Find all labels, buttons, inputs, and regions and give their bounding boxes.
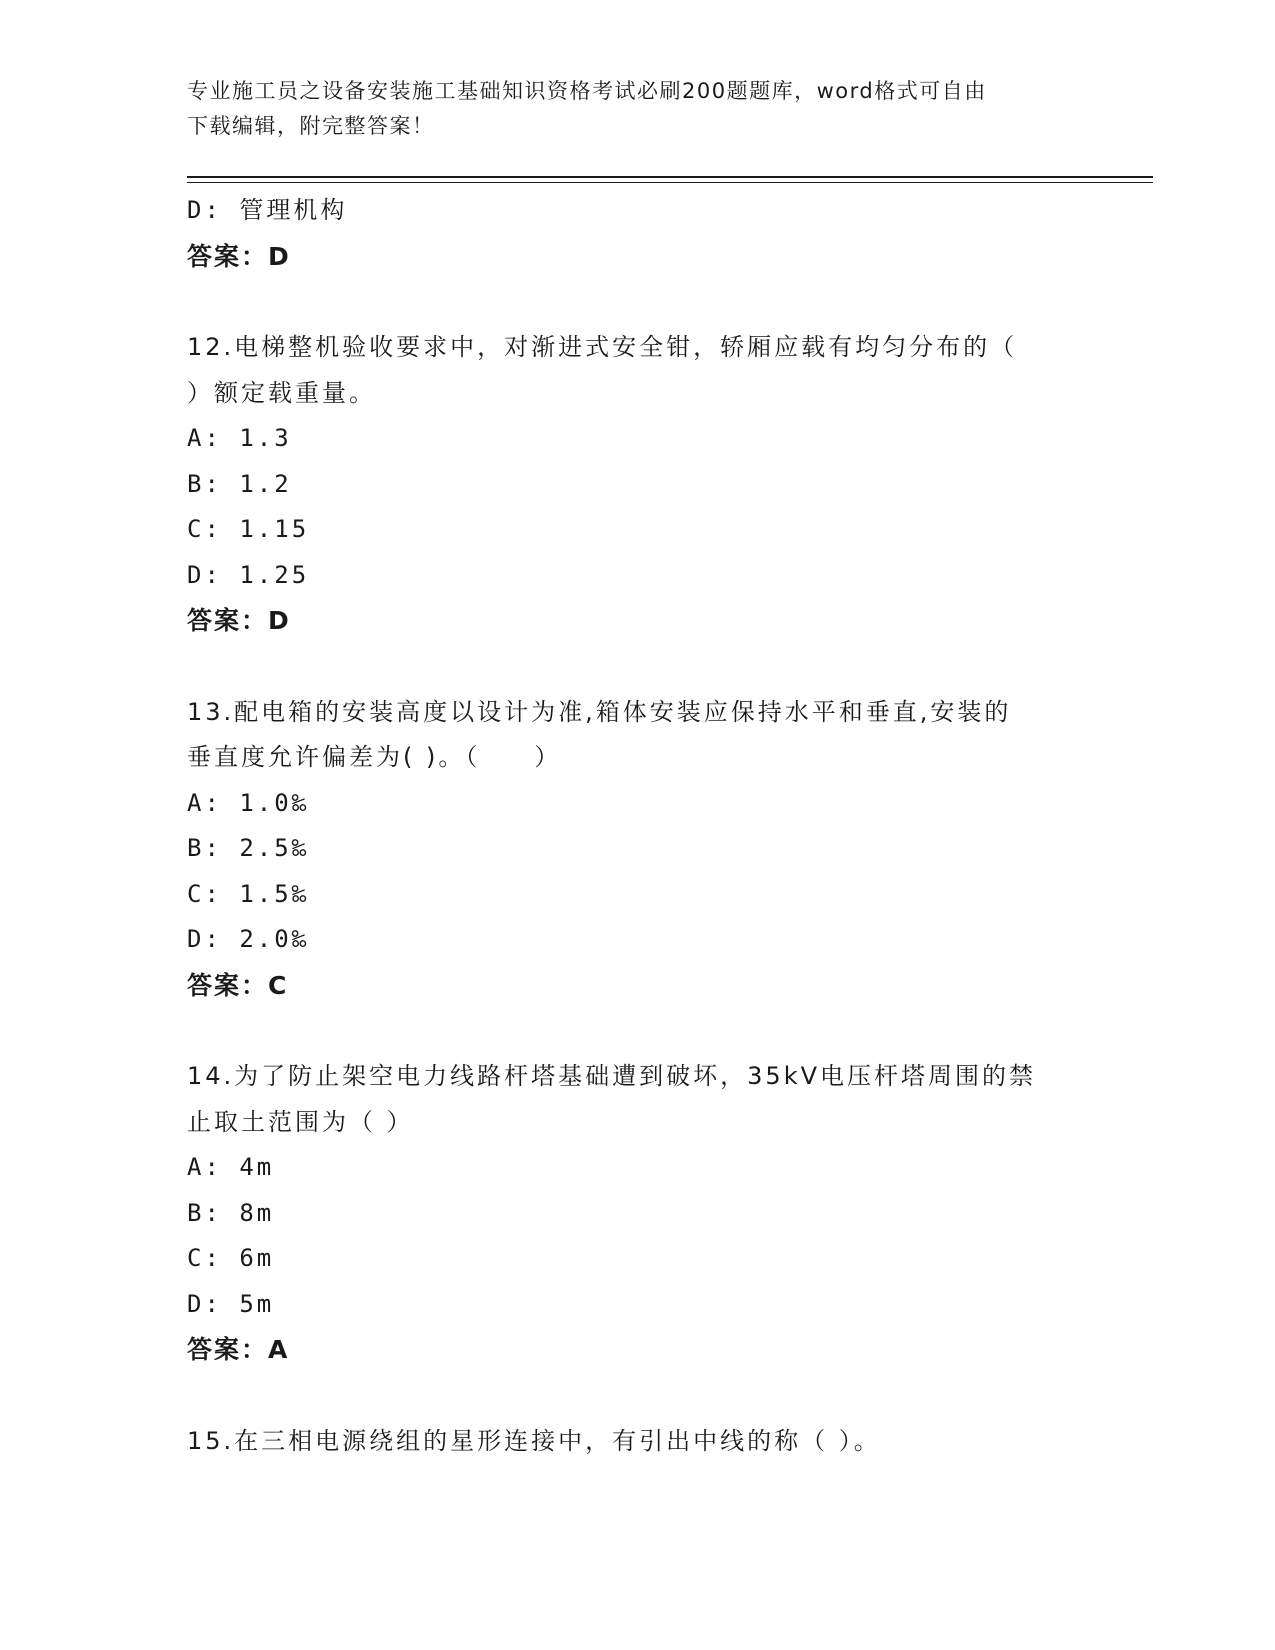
answer-line: 答案：C (187, 970, 289, 1000)
option-b: B: 1.2 (187, 469, 292, 498)
answer-line: 答案：D (187, 606, 291, 635)
question-text-line-1: 13.配电箱的安装高度以设计为准,箱体安装应保持水平和垂直,安装的 (187, 697, 1012, 726)
spacer (187, 644, 1087, 690)
question-block-12 (187, 325, 1087, 644)
question-text-line-2: ）额定载重量。 (187, 378, 376, 407)
option-a: A: 1.0‰ (187, 788, 310, 817)
question-text-line-1: 14.为了防止架空电力线路杆塔基础遭到破坏，35kV电压杆塔周围的禁 (187, 1062, 1037, 1090)
option-a: A: 4m (187, 1153, 275, 1181)
option-d: D: 1.25 (187, 560, 310, 589)
document-header (187, 74, 1067, 144)
question-text-line-2: 止取土范围为（ ） (187, 1107, 414, 1136)
answer-line: 答案：A (187, 1335, 290, 1364)
question-block-15 (187, 1419, 1087, 1465)
spacer (187, 1008, 1087, 1054)
option-d: D: 5m (187, 1289, 275, 1318)
question-block-13 (187, 690, 1087, 1009)
question-text-line-1: 12.电梯整机验收要求中，对渐进式安全钳，轿厢应载有均匀分布的（ (187, 333, 1018, 361)
option-a: A: 1.3 (187, 424, 292, 452)
option-b: B: 2.5‰ (187, 834, 310, 862)
spacer (187, 1373, 1087, 1419)
header-divider-thick (187, 176, 1153, 178)
question-block-14 (187, 1054, 1087, 1373)
spacer (187, 279, 1087, 325)
question-list (187, 188, 1087, 1464)
option-b: B: 8m (187, 1198, 275, 1227)
option-c: C: 1.15 (187, 515, 310, 543)
answer-line: 答案：D (187, 241, 291, 271)
header-line-1: 专业施工员之设备安装施工基础知识资格考试必刷200题题库，word格式可自由 (187, 79, 987, 103)
option-d: D: 管理机构 (187, 196, 348, 224)
option-c: C: 6m (187, 1244, 275, 1272)
header-line-2: 下载编辑，附完整答案！ (187, 114, 435, 138)
option-d: D: 2.0‰ (187, 925, 310, 953)
question-text-line-1: 15.在三相电源绕组的星形连接中，有引出中线的称（ ）。 (187, 1426, 881, 1455)
header-divider-thin (187, 182, 1153, 183)
question-text-line-2: 垂直度允许偏差为( )。（ ） (187, 743, 562, 771)
question-block-carryover (187, 188, 1087, 279)
option-c: C: 1.5‰ (187, 879, 310, 908)
